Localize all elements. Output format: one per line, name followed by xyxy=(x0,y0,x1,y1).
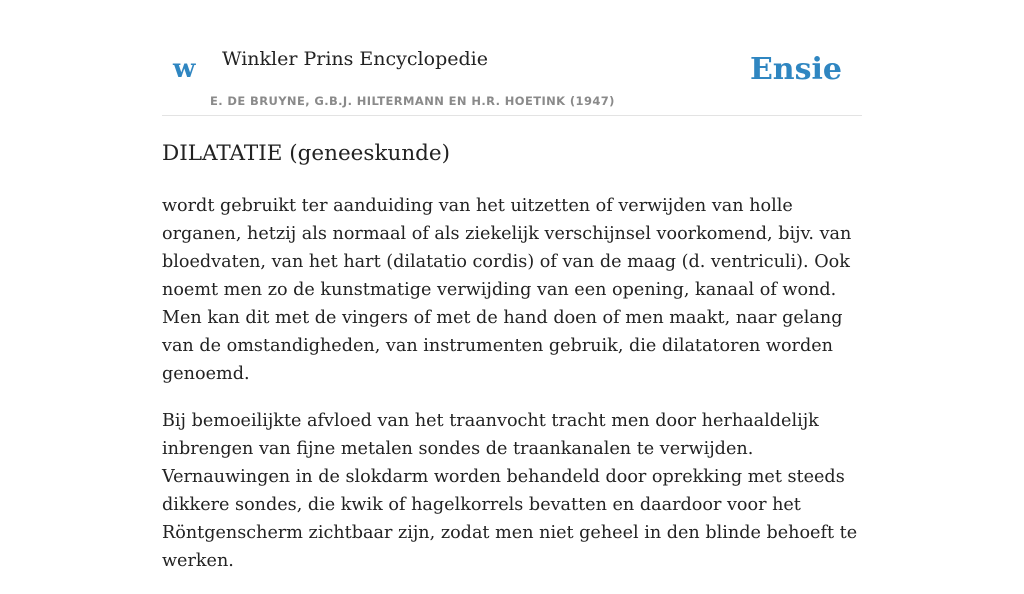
authors-line: E. DE BRUYNE, G.B.J. HILTERMANN EN H.R. HOETINK (1947) xyxy=(210,94,615,108)
entry-title: DILATATIE (geneeskunde) xyxy=(162,141,451,166)
entry-paragraph-2: Bij bemoeilijkte afvloed van het traanvocht tracht men door herhaaldelijk inbrengen van fijne metalen sondes de traankanalen te verwijden. Vernauwingen in de slokdarm worden behandeld door oprekking met steeds dikkere sondes, die kwik of hagelkorrels bevatten en daardoor voor het Röntgenscherm zichtbaar zijn, zodat men niet geheel in den blinde behoeft te werken. xyxy=(162,411,858,571)
entry-body xyxy=(162,192,862,594)
entry-paragraph-1: wordt gebruikt ter aanduiding van het uitzetten of verwijden van holle organen, hetzij als normaal of als ziekelijk verschijnsel voorkomend, bijv. van bloedvaten, van het hart (dilatatio cordis) of van de maag (d. ventriculi). Ook noemt men zo de kunstmatige verwijding van een opening, kanaal of wond. Men kan dit met de vingers of met de hand doen of men maakt, naar gelang van de omstandigheden, van instrumenten gebruik, die dilatatoren worden genoemd. xyxy=(162,196,852,384)
source-title[interactable]: Winkler Prins Encyclopedie xyxy=(222,48,488,70)
ensie-logo[interactable]: Ensie xyxy=(749,52,842,87)
header xyxy=(162,0,862,116)
winkler-prins-logo[interactable]: w xyxy=(173,54,196,84)
page xyxy=(162,0,862,571)
